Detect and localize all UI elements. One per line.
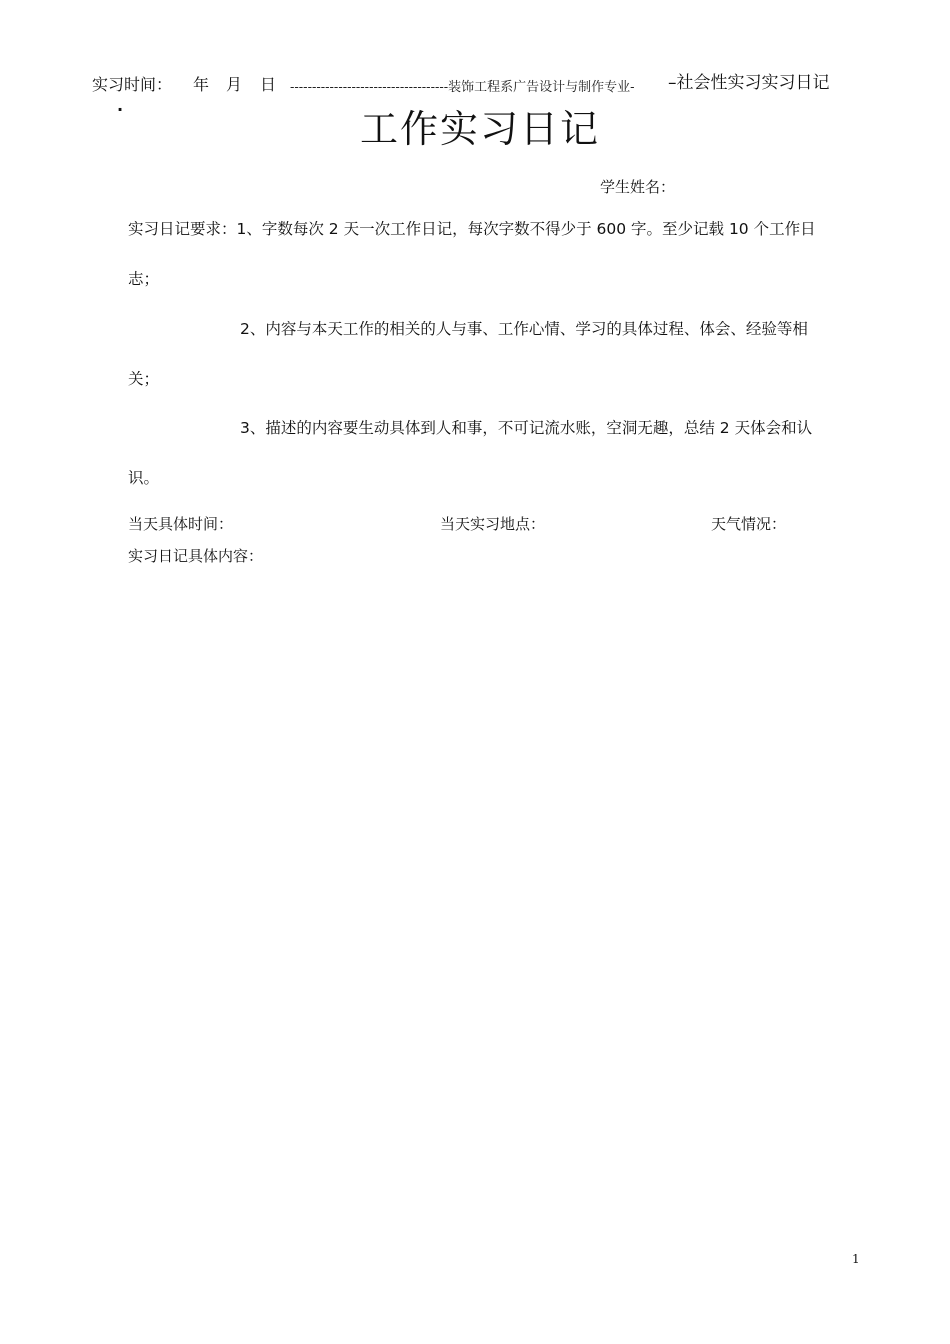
requirement-line-3-cont: 识。 <box>128 469 160 487</box>
requirement-line-1-cont: 志； <box>128 270 160 288</box>
field-time-label: 当天具体时间： <box>128 515 234 533</box>
header-day: 日 <box>260 75 277 94</box>
header-year: 年 <box>193 75 210 94</box>
header-time-label: 实习时间： <box>92 75 173 94</box>
field-weather-label: 天气情况： <box>711 515 787 533</box>
header-department: ------------------------------------装饰工程系广告设计与制作专业- <box>290 80 635 95</box>
document-title: 工作实习日记 <box>359 107 600 151</box>
requirement-line-2-cont: 关； <box>128 370 160 388</box>
requirement-line-2: 2、内容与本天工作的相关的人与事、工作心情、学习的具体过程、体会、经验等相 <box>240 320 808 338</box>
student-name-label: 学生姓名： <box>600 178 676 196</box>
header-course: –社会性实习实习日记 <box>668 73 830 93</box>
requirement-line-1: 实习日记要求：1、字数每次 2 天一次工作日记，每次字数不得少于 600 字。至少记载 10 个工作日 <box>128 220 816 238</box>
requirement-line-3: 3、描述的内容要生动具体到人和事，不可记流水账，空洞无趣，总结 2 天体会和认 <box>240 419 813 437</box>
bullet-dot: · <box>117 100 124 119</box>
field-place-label: 当天实习地点： <box>440 515 546 533</box>
header-month: 月 <box>226 75 243 94</box>
field-content-label: 实习日记具体内容： <box>128 547 264 565</box>
page-number: 1 <box>852 1252 860 1266</box>
